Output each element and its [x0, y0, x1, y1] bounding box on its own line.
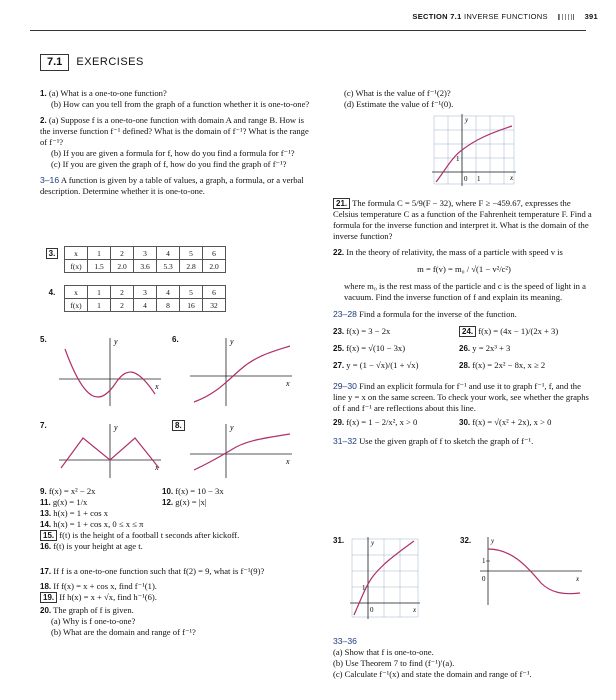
svg-text:y: y: [230, 337, 234, 346]
exercise-8-graph: [186, 420, 296, 480]
exercise-14: 14. h(x) = 1 + cos x, 0 ≤ x ≤ π: [40, 519, 144, 529]
svg-text:0: 0: [370, 606, 374, 614]
svg-text:y: y: [371, 539, 375, 547]
exercises-9-10: 9. f(x) = x² − 2x 10. f(x) = 10 − 3x: [40, 486, 224, 496]
instructions-33-36: 33–36: [333, 636, 357, 646]
svg-text:x: x: [286, 457, 290, 466]
exercises-33-36: [333, 636, 595, 680]
svg-text:y: y: [465, 116, 469, 124]
exercise-22-text: where m₀ is the rest mass of the particle and c is the speed of light in a vacuum. Find the inverse function of f and explain its meaning.: [344, 281, 586, 302]
exercise-20: 20. The graph of f is given.: [40, 605, 134, 615]
exercise-32-graph: [476, 535, 586, 607]
exercise-31-label: 31.: [333, 536, 345, 545]
header-rule: [30, 30, 586, 31]
svg-text:x: x: [155, 463, 159, 472]
running-header: [412, 11, 598, 22]
svg-text:y: y: [491, 537, 495, 545]
graph-8-curve: [194, 434, 290, 470]
svg-text:1: 1: [477, 175, 481, 183]
exercises-27-28: 27. y = (1 − √x)/(1 + √x) 28. f(x) = 2x² − 8x, x ≥ 2: [333, 360, 546, 370]
exercise-18: 18. If f(x) = x + cos x, find f⁻¹(1).: [40, 581, 157, 591]
exercise-20b: (b) What are the domain and range of f⁻¹?: [51, 627, 196, 637]
exercise-6-graph: [186, 334, 296, 409]
exercise-2c: (c) If you are given the graph of f, how do you find the graph of f⁻¹?: [51, 159, 287, 169]
exercise-32-label: 32.: [460, 536, 472, 545]
exercises-11-12: 11. g(x) = 1/x 12. g(x) = |x|: [40, 497, 207, 507]
exercise-21: 21. The formula C = 5/9(F − 32), where F ≥ −459.67, expresses the Celsius temperature C as a function of the Fahrenheit temperature F. Find a formula for the inverse function and interpret it. What is the domain of the inverse function?: [333, 198, 592, 241]
left-column: [40, 88, 312, 197]
exercise-5-label: 5.: [40, 335, 47, 344]
svg-text:y: y: [230, 423, 234, 432]
graph-6-curve: [194, 346, 290, 402]
exercise-20cd: [333, 88, 595, 110]
exercise-7-graph: [55, 420, 165, 480]
exercise-2b: (b) If you are given a formula for f, how do you find a formula for f⁻¹?: [51, 148, 295, 158]
exercises-heading: [40, 54, 144, 71]
section-label: SECTION 7.1: [412, 12, 462, 21]
graph-20-curve: [436, 126, 512, 182]
exercise-6-label: 6.: [172, 335, 179, 344]
relativity-formula: m = f(v) = m₀ / √(1 − v²/c²): [417, 264, 511, 274]
exercise-17: 17. If f is a one-to-one function such that f(2) = 9, what is f⁻¹(9)?: [40, 566, 265, 576]
header-bars-icon: [558, 14, 574, 20]
x-axis-label: x: [155, 382, 159, 391]
exercise-1: 1. (a) What is a one-to-one function?: [40, 88, 167, 98]
svg-text:y: y: [114, 423, 118, 432]
y-axis-label: y: [114, 337, 118, 346]
exercises-9-16: [40, 486, 312, 638]
svg-text:x: x: [576, 575, 580, 583]
instructions-31-32: 31–32 Use the given graph of f to sketch the graph of f⁻¹.: [333, 436, 534, 446]
page-number: 391: [584, 12, 598, 21]
exercises-25-26: 25. f(x) = √(10 − 3x) 26. y = 2x³ + 3: [333, 343, 511, 353]
exercises-29-30: 29. f(x) = 1 − 2/x², x > 0 30. f(x) = √(x² + 2x), x > 0: [333, 417, 552, 427]
exercise-1b: (b) How can you tell from the graph of a function whether it is one-to-one?: [51, 99, 310, 109]
svg-text:1: 1: [482, 557, 486, 565]
section-number-box: 7.1: [40, 54, 69, 71]
svg-text:x: x: [413, 606, 417, 614]
exercise-8-label: 8.: [172, 420, 185, 431]
exercise-20c: (c) What is the value of f⁻¹(2)?: [344, 88, 451, 98]
exercise-5-graph: [55, 334, 165, 409]
exercise-16: 16. f(t) is your height at age t.: [40, 541, 143, 551]
right-column-text: [333, 198, 595, 447]
exercise-22: 22. In the theory of relativity, the mass of a particle with speed v is: [333, 247, 563, 257]
svg-text:1: 1: [362, 584, 366, 592]
exercise-13: 13. h(x) = 1 + cos x: [40, 508, 109, 518]
exercise-20d: (d) Estimate the value of f⁻¹(0).: [344, 99, 454, 109]
exercise-20a: (a) Why is f one-to-one?: [51, 616, 136, 626]
instructions-23-28: 23–28 Find a formula for the inverse of the function.: [333, 309, 517, 319]
exercise-2: 2. (a) Suppose f is a one-to-one function with domain A and range B. How is the inverse function f⁻¹ defined? What is the domain of f⁻¹? What is the range of f⁻¹?: [40, 115, 309, 147]
instructions-29-30: 29–30 Find an explicit formula for f⁻¹ and use it to graph f⁻¹, f, and the line y = x on the same screen. To check your work, see whether the graphs of f and f⁻¹ are reflections about this line.: [333, 381, 589, 413]
exercise-15: 15. f(t) is the height of a football t seconds after kickoff.: [40, 530, 312, 541]
exercise-3-table: 3. x 1 2 3 4 5 6 f(x) 1.5 2.0 3.6 5.3 2.8 2.0: [40, 246, 226, 273]
exercise-20-graph: [430, 112, 518, 188]
instructions-3-16: 3–16 A function is given by a table of values, a graph, a formula, or a verbal description. Determine whether it is one-to-one.: [40, 175, 304, 196]
svg-text:x: x: [286, 379, 290, 388]
svg-text:x: x: [510, 174, 514, 182]
svg-text:1: 1: [456, 155, 460, 163]
exercises-23-24: 23. f(x) = 3 − 2x 24. f(x) = (4x − 1)/(2x + 3): [333, 326, 559, 336]
exercise-4-table: 4. x 1 2 3 4 5 6 f(x) 1 2 4 8 16 32: [40, 285, 226, 312]
svg-text:0: 0: [482, 575, 486, 583]
exercise-19: 19. If h(x) = x + √x, find h⁻¹(6).: [40, 592, 312, 603]
exercise-31-graph: [348, 535, 420, 621]
exercise-33b: (b) Use Theorem 7 to find (f⁻¹)′(a).: [333, 658, 455, 668]
section-name: INVERSE FUNCTIONS: [463, 12, 548, 21]
svg-text:0: 0: [464, 175, 468, 183]
exercise-33c: (c) Calculate f⁻¹(x) and state the domain and range of f⁻¹.: [333, 669, 532, 679]
exercises-title: EXERCISES: [76, 56, 144, 68]
exercise-7-label: 7.: [40, 421, 47, 430]
exercise-33a: (a) Show that f is one-to-one.: [333, 647, 434, 657]
